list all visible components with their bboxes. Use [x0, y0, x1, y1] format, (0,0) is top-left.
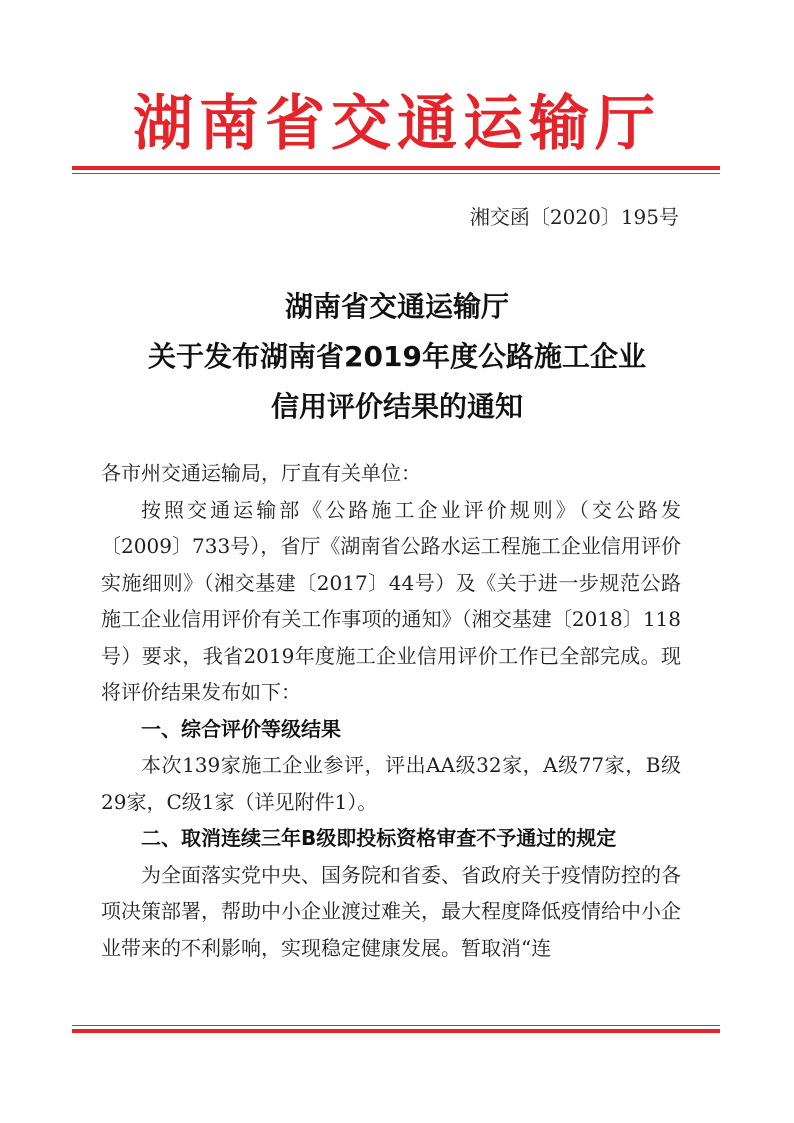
footer-rule-thin	[72, 1025, 720, 1026]
section-2-heading: 二、取消连续三年B级即投标资格审查不予通过的规定	[141, 826, 617, 850]
intro-paragraph: 按照交通运输部《公路施工企业评价规则》（交公路发〔2009〕733号），省厅《湖南省公路水运工程施工企业信用评价实施细则》（湘交基建〔2017〕44号）及《关于进一步规范公路施工企业信用评价有关工作事项的通知》（湘交基建〔2018〕118号）要求，我省2019年度施工企业信用评价工作已全部完成。现将评价结果发布如下：	[101, 497, 681, 704]
section-1-paragraph: 本次139家施工企业参评，评出AA级32家，A级77家，B级29家，C级1家（详见附件1）。	[101, 753, 681, 814]
document-body	[101, 455, 681, 966]
section-2-paragraph: 为全面落实党中央、国务院和省委、省政府关于疫情防控的各项决策部署，帮助中小企业渡过难关，最大程度降低疫情给中小企业带来的不利影响，实现稳定健康发展。暂取消“连	[101, 862, 681, 960]
document-number: 湘交函〔2020〕195号	[469, 205, 679, 229]
letterhead-rule-thin	[72, 173, 720, 174]
footer-rule-thick	[72, 1029, 720, 1033]
document-title-line-3: 信用评价结果的通知	[270, 390, 523, 423]
section-1-heading: 一、综合评价等级结果	[141, 716, 341, 741]
letterhead-title: 湖南省交通运输厅	[133, 89, 661, 159]
document-title-line-2: 关于发布湖南省2019年度公路施工企业	[148, 340, 646, 373]
document-title	[0, 282, 794, 432]
salutation: 各市州交通运输局，厅直有关单位：	[101, 461, 421, 485]
letterhead-rule-thick	[72, 166, 720, 170]
document-title-line-1: 湖南省交通运输厅	[284, 290, 509, 323]
